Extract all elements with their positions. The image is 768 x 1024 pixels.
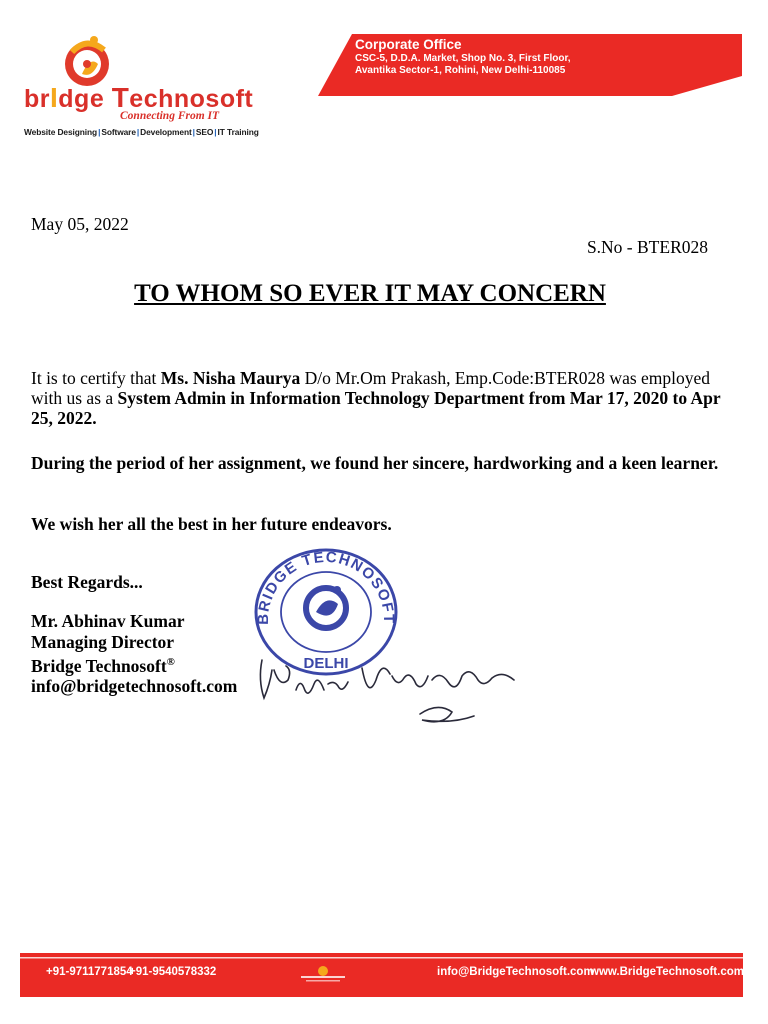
corporate-office-line2: Avantika Sector-1, Rohini, New Delhi-110085	[355, 65, 566, 76]
signer-email[interactable]: info@bridgetechnosoft.com	[31, 676, 238, 697]
footer-phone-2[interactable]: +91-9540578332	[129, 966, 217, 978]
certification-paragraph: It is to certify that Ms. Nisha Maurya D/o Mr.Om Prakash, Emp.Code:BTER028 was employed with us as a System Admin in Information Technology Department from Mar 17, 2020 to Apr 25, 2022.	[31, 368, 721, 428]
corporate-office-text	[355, 37, 571, 77]
signature-block	[31, 611, 237, 697]
svg-text:BRIDGE TECHNOSOFT: BRIDGE TECHNOSOFT	[254, 548, 398, 625]
letter-heading: TO WHOM SO EVER IT MAY CONCERN	[134, 280, 606, 307]
footer-phone-1[interactable]: +91-9711771854	[46, 966, 133, 978]
footer-email[interactable]: info@BridgeTechnosoft.com	[437, 966, 594, 978]
wishes-paragraph: We wish her all the best in her future endeavors.	[31, 514, 392, 534]
company-logo	[20, 30, 260, 142]
footer-logo-icon	[298, 964, 348, 984]
footer-website[interactable]: www.BridgeTechnosoft.com	[590, 966, 744, 978]
tagline: Connecting From IT	[120, 110, 220, 122]
corporate-office-title: Corporate Office	[355, 37, 462, 52]
signer-title: Managing Director	[31, 631, 175, 652]
employment-details: System Admin in Information Technology Department from Mar 17, 2020 to Apr 25, 2022.	[31, 388, 721, 428]
services-list: Website Designing|Software|Development|SEO|IT Training	[24, 127, 259, 137]
employee-name: Ms. Nisha Maurya	[160, 368, 301, 388]
company-name: Bridge Technosoft®	[31, 655, 175, 676]
assessment-paragraph: During the period of her assignment, we found her sincere, hardworking and a keen learner.	[31, 453, 719, 473]
corporate-office-line1: CSC-5, D.D.A. Market, Shop No. 3, First Floor,	[355, 53, 571, 64]
handwritten-signature-icon	[252, 640, 527, 730]
closing-regards: Best Regards...	[31, 572, 143, 592]
letter-date: May 05, 2022	[31, 214, 129, 234]
signer-name: Mr. Abhinav Kumar	[31, 611, 185, 631]
brand-name: brIdge Technosoft	[24, 82, 254, 113]
serial-number: S.No - BTER028	[586, 237, 708, 257]
svg-text:DELHI: DELHI	[303, 655, 349, 672]
